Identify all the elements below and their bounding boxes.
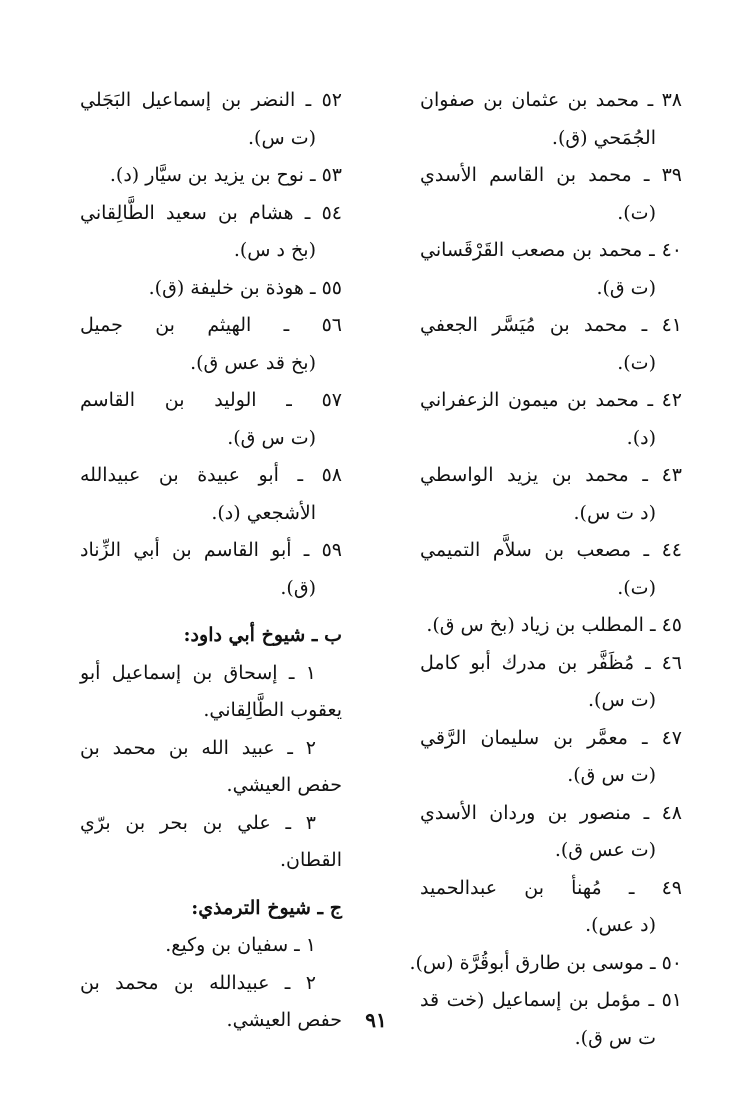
narrator-entry xyxy=(80,532,342,607)
narrator-entry xyxy=(80,82,342,157)
entry-line: ٤٩ ـ مُهنأ بن عبدالحميد xyxy=(420,876,682,899)
entry-line: ٥٨ ـ أبو عبيدة بن عبيدالله xyxy=(80,464,342,486)
entry-line: ٢ ـ عبيد الله بن محمد بن xyxy=(80,736,316,759)
entry-continuation: (بخ قد عس ق). xyxy=(190,351,316,374)
entry-line: ٤٤ ـ مصعب بن سلاَّم التميمي xyxy=(420,539,682,561)
page-number: ٩١ xyxy=(365,1008,387,1032)
entry-continuation: الأشجعي (د). xyxy=(211,501,316,524)
section-abu-dawud xyxy=(80,617,342,880)
entry-continuation: حفص العيشي. xyxy=(226,1009,342,1031)
entry-continuation: (ت س ق). xyxy=(227,426,316,449)
entry-line: ٣ ـ علي بن بحر بن برّي xyxy=(80,811,316,834)
entry-line: ٥٦ ـ الهيثم بن جميل xyxy=(80,314,342,336)
entry-continuation: (ت س). xyxy=(248,126,316,149)
entry-continuation: (ت س). xyxy=(588,689,656,711)
entry-line: ١ ـ سفيان بن وكيع. xyxy=(165,934,316,956)
entry-line: ٥٩ ـ أبو القاسم بن أبي الزِّناد xyxy=(80,539,342,561)
entry-continuation: يعقوب الطَّالِقاني. xyxy=(203,699,342,721)
entry-line: ٥٧ ـ الوليد بن القاسم xyxy=(80,389,342,411)
entry-line: ٤٧ ـ معمَّر بن سليمان الرَّقي xyxy=(420,726,682,749)
entry-line: ٥٠ ـ موسى بن طارق أبوقُرَّة (س). xyxy=(409,951,682,974)
entry-continuation: الجُمَحي (ق). xyxy=(551,126,656,149)
entry-continuation: القطان. xyxy=(279,849,342,871)
entry-continuation: (د). xyxy=(626,426,656,449)
narrator-entry xyxy=(420,232,682,307)
section-item xyxy=(80,805,342,880)
narrator-entry xyxy=(80,157,342,195)
entry-line: ٥٣ ـ نوح بن يزيد بن سيَّار (د). xyxy=(109,164,342,186)
entry-continuation: (ت). xyxy=(617,201,656,224)
entry-line: ٤٢ ـ محمد بن ميمون الزعفراني xyxy=(420,389,682,411)
entry-line: ٤٥ ـ المطلب بن زياد (بخ س ق). xyxy=(426,614,682,636)
entry-line: ٥٤ ـ هشام بن سعيد الطَّالِقاني xyxy=(80,201,342,224)
section-item xyxy=(80,655,342,730)
narrator-entry xyxy=(80,382,342,457)
entry-continuation: (ت). xyxy=(617,351,656,374)
entry-continuation: (د عس). xyxy=(585,914,656,936)
entry-line: ١ ـ إسحاق بن إسماعيل أبو xyxy=(80,661,316,684)
entry-continuation: (ت عس ق). xyxy=(554,839,656,861)
narrator-entry xyxy=(80,307,342,382)
section-item xyxy=(80,927,342,965)
narrator-entry xyxy=(420,457,682,532)
narrator-entry xyxy=(420,607,682,645)
entry-continuation: حفص العيشي. xyxy=(226,774,342,796)
narrator-entry xyxy=(80,457,342,532)
section-title-tirmidhi: ج ـ شيوخ الترمذي: xyxy=(191,896,342,919)
narrator-entry xyxy=(420,645,682,720)
entry-line: ٥١ ـ مؤمل بن إسماعيل (خت قد xyxy=(420,989,682,1011)
entry-line: ٣٩ ـ محمد بن القاسم الأسدي xyxy=(420,164,682,186)
left-column xyxy=(80,82,342,1040)
left-entries xyxy=(80,82,342,607)
narrator-entry xyxy=(80,270,342,308)
narrator-entry xyxy=(80,195,342,270)
entry-continuation: (ت). xyxy=(617,576,656,599)
section-item xyxy=(80,730,342,805)
entry-continuation: (د ت س). xyxy=(573,501,656,524)
entry-line: ٢ ـ عبيدالله بن محمد بن xyxy=(80,971,316,994)
entry-line: ٤٨ ـ منصور بن وردان الأسدي xyxy=(420,801,682,824)
entry-continuation: (بخ د س). xyxy=(233,239,316,261)
entry-line: ٤٠ ـ محمد بن مصعب القَرْقَساني xyxy=(420,239,682,261)
entry-continuation: ت س ق). xyxy=(574,1026,656,1049)
entry-line: ٤١ ـ محمد بن مُيَسَّر الجعفي xyxy=(420,314,682,336)
entry-continuation: (ت ق). xyxy=(596,276,656,299)
entry-continuation: (ت س ق). xyxy=(567,764,656,786)
narrator-entry xyxy=(420,382,682,457)
right-column xyxy=(409,82,682,1057)
narrator-entry xyxy=(420,157,682,232)
narrator-entry xyxy=(420,307,682,382)
section-title-abu-dawud: ب ـ شيوخ أبي داود: xyxy=(183,624,342,646)
narrator-entry xyxy=(420,532,682,607)
narrator-entry xyxy=(420,870,682,945)
entry-line: ٤٣ ـ محمد بن يزيد الواسطي xyxy=(420,464,682,486)
section-abu-dawud-items xyxy=(80,655,342,880)
entry-line: ٥٢ ـ النضر بن إسماعيل البَجَلي xyxy=(80,89,342,111)
narrator-entry xyxy=(420,82,682,157)
narrator-entry xyxy=(420,795,682,870)
narrator-entry xyxy=(409,945,682,983)
entry-line: ٥٥ ـ هوذة بن خليفة (ق). xyxy=(148,276,342,299)
entry-line: ٤٦ ـ مُظَفَّر بن مدرك أبو كامل xyxy=(420,651,682,674)
entry-line: ٣٨ ـ محمد بن عثمان بن صفوان xyxy=(420,89,682,111)
entry-continuation: (ق). xyxy=(280,576,316,599)
narrator-entry xyxy=(420,720,682,795)
